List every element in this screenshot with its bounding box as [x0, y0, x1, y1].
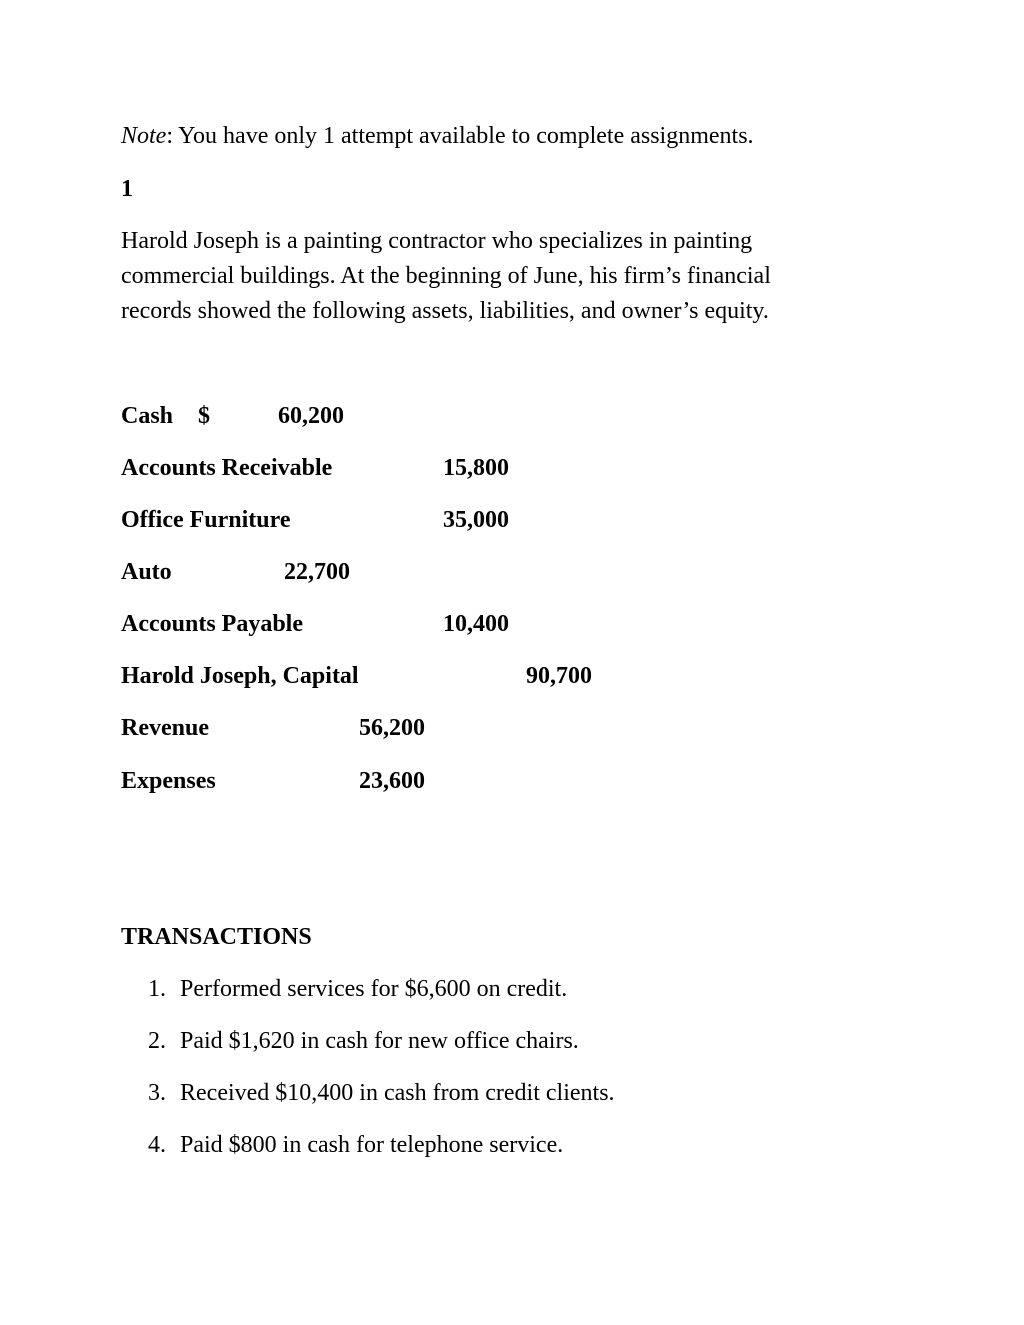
balance-dollar-sign: $ [198, 403, 210, 429]
balance-row-revenue [121, 711, 821, 746]
transaction-number: 4. [148, 1132, 166, 1158]
balance-name: Accounts Payable [121, 611, 303, 637]
transaction-item [148, 1024, 579, 1059]
balance-name: Harold Joseph, Capital [121, 663, 359, 689]
balance-row-auto [121, 555, 821, 590]
balance-row-cash [121, 399, 821, 434]
transactions-heading: TRANSACTIONS [121, 924, 312, 950]
balance-name: Accounts Receivable [121, 455, 333, 481]
transaction-item [148, 1128, 563, 1163]
intro-line-3: records showed the following assets, liabilities, and owner’s equity. [121, 298, 769, 324]
transaction-text: Received $10,400 in cash from credit clients. [180, 1080, 615, 1106]
note-line [121, 119, 754, 154]
balance-amount: 10,400 [443, 611, 509, 637]
transaction-item [148, 1076, 615, 1111]
balance-row-expenses [121, 764, 821, 799]
balance-amount: 22,700 [284, 559, 350, 585]
balance-row-accounts-receivable [121, 451, 821, 486]
balance-name: Office Furniture [121, 507, 291, 533]
balance-amount: 56,200 [359, 715, 425, 741]
transaction-text: Performed services for $6,600 on credit. [180, 976, 568, 1002]
balance-name: Cash [121, 403, 174, 429]
note-text: : You have only 1 attempt available to complete assignments. [166, 123, 754, 149]
balance-amount: 90,700 [526, 663, 592, 689]
transaction-number: 3. [148, 1080, 166, 1106]
transaction-number: 1. [148, 976, 166, 1002]
intro-line-1: Harold Joseph is a painting contractor who specializes in painting [121, 228, 753, 254]
balance-amount: 60,200 [278, 403, 344, 429]
balance-row-office-furniture [121, 503, 821, 538]
balance-row-accounts-payable [121, 607, 821, 642]
note-label: Note [121, 123, 167, 149]
intro-line-2: commercial buildings. At the beginning of June, his firm’s financial [121, 263, 771, 289]
question-number: 1 [121, 176, 133, 202]
transaction-text: Paid $800 in cash for telephone service. [180, 1132, 564, 1158]
balance-name: Auto [121, 559, 172, 585]
transaction-text: Paid $1,620 in cash for new office chairs. [180, 1028, 579, 1054]
balance-row-capital [121, 659, 821, 694]
transaction-item [148, 972, 567, 1007]
balance-name: Revenue [121, 715, 209, 741]
balance-name: Expenses [121, 768, 216, 794]
balance-amount: 23,600 [359, 768, 425, 794]
balance-amount: 35,000 [443, 507, 509, 533]
transaction-number: 2. [148, 1028, 166, 1054]
balance-amount: 15,800 [443, 455, 509, 481]
